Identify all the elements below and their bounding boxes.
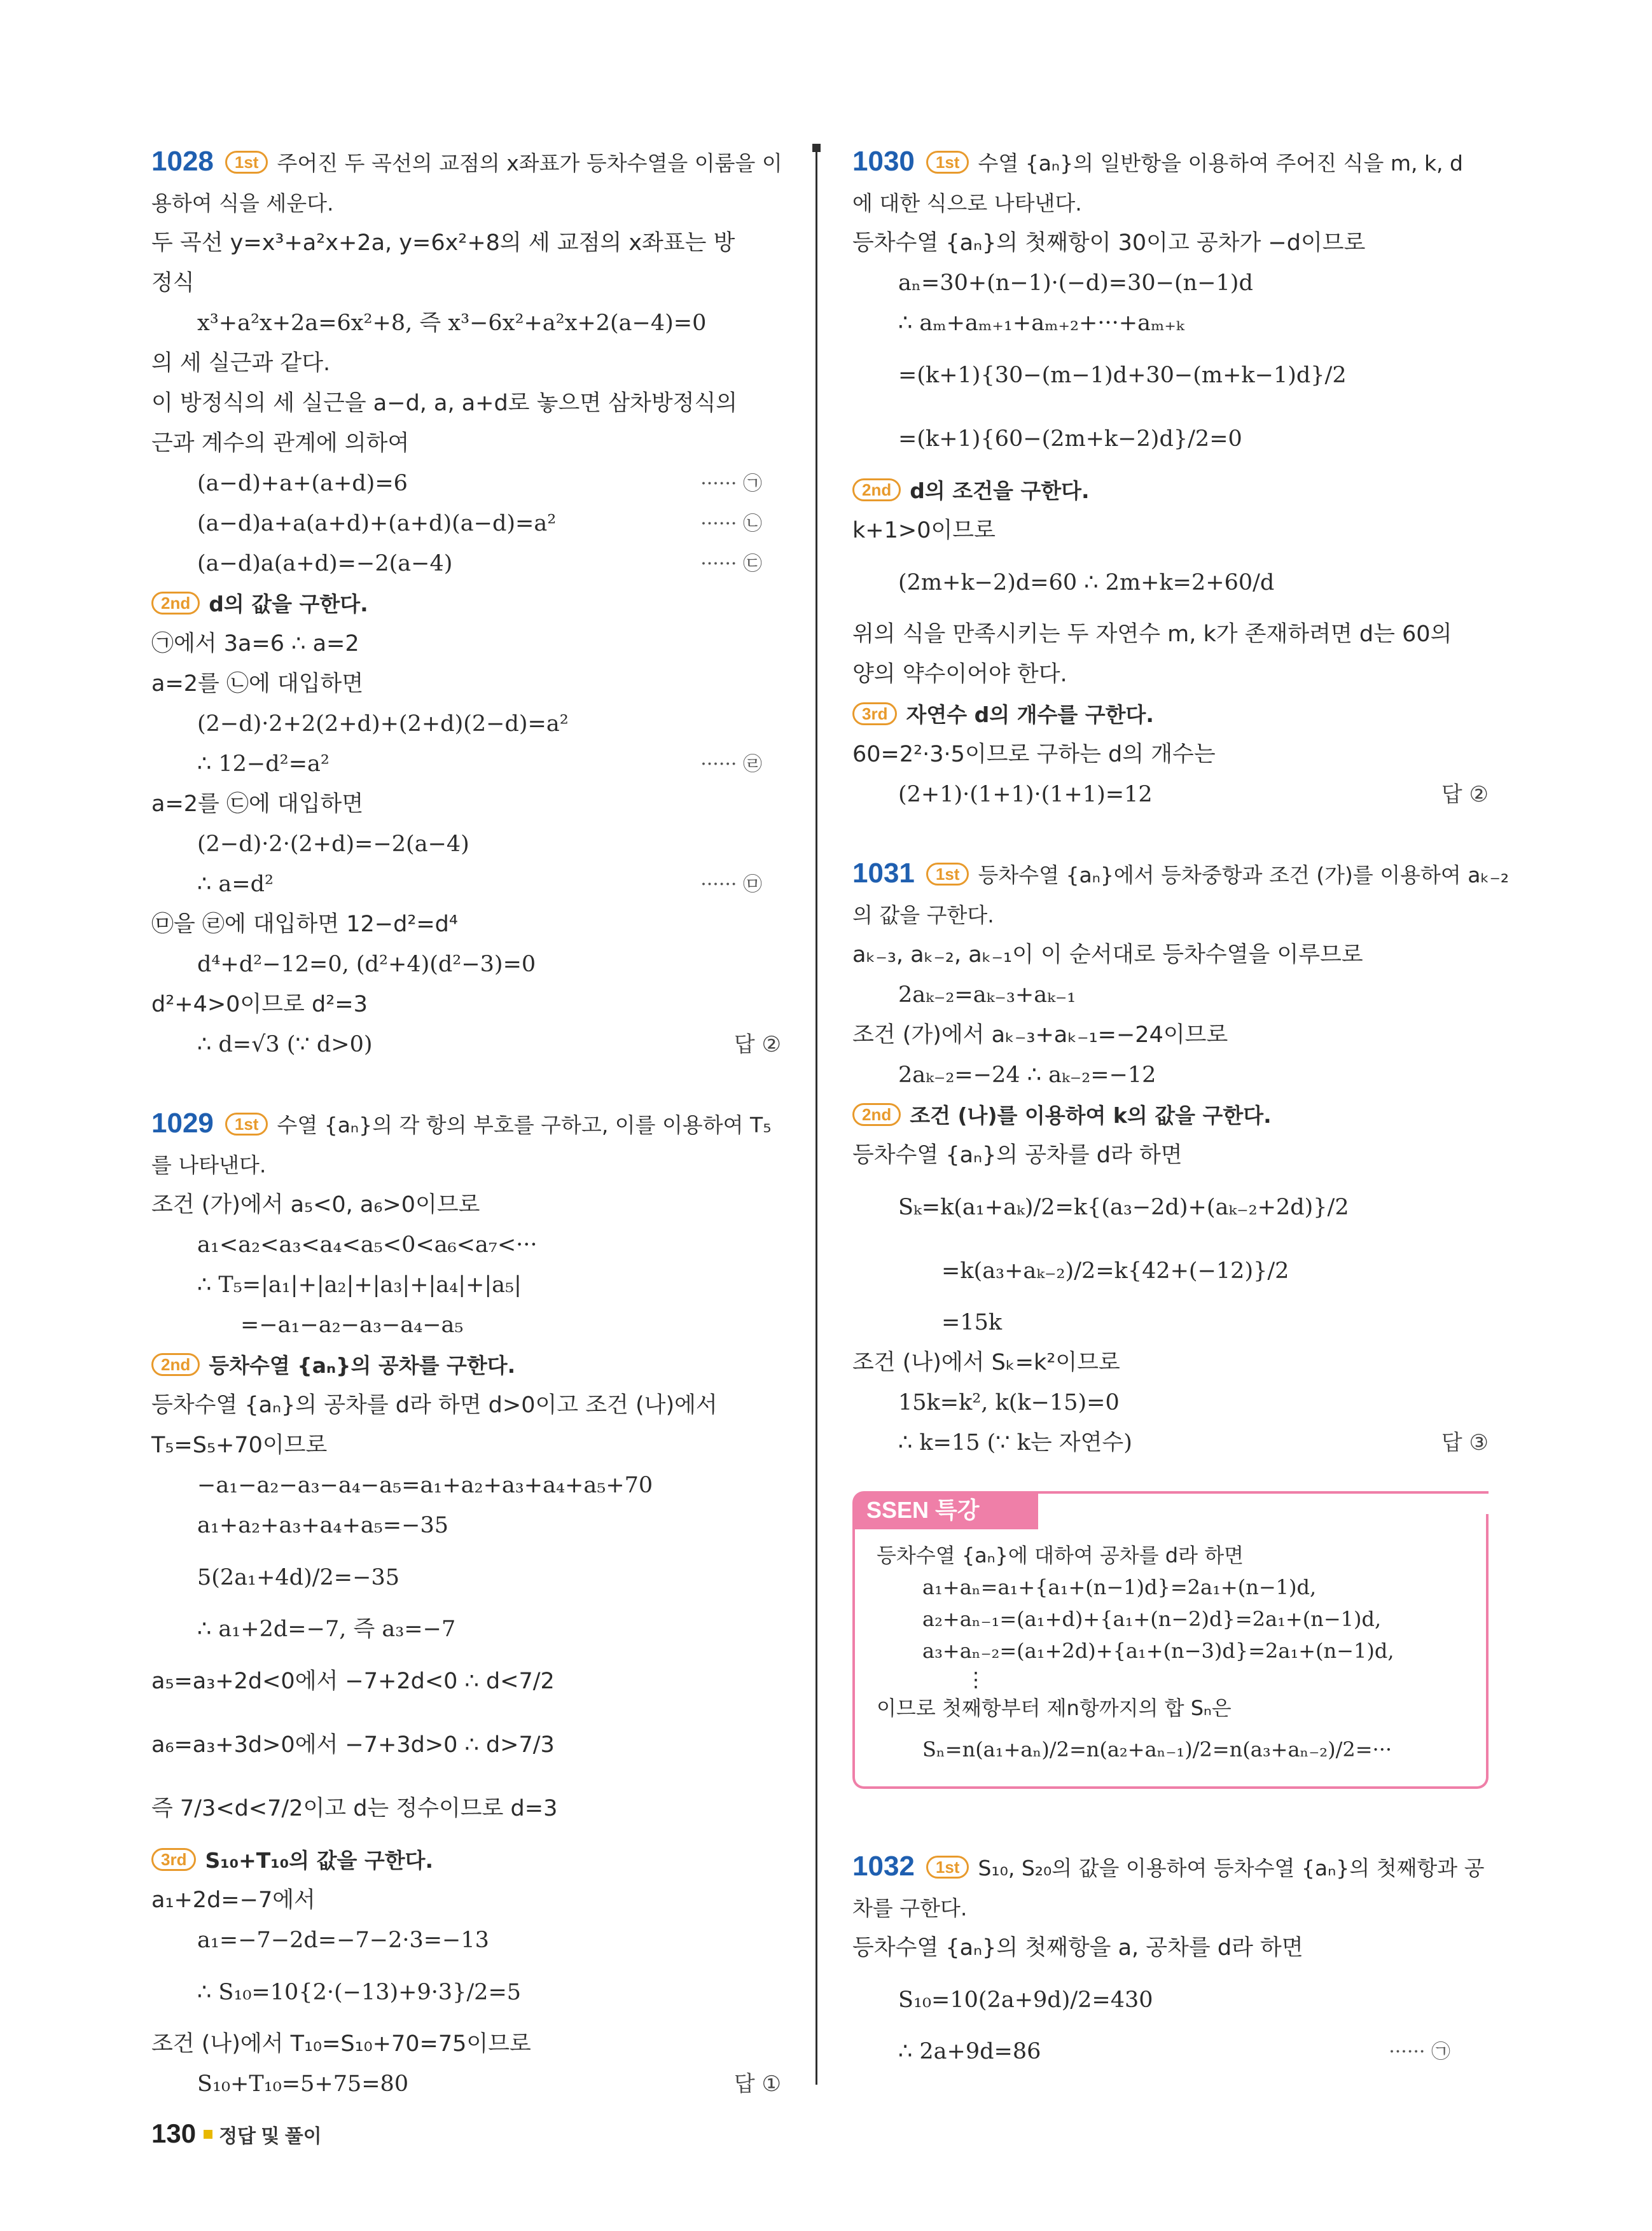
step-text: d의 값을 구한다.	[209, 592, 368, 616]
text-line: aₖ₋₃, aₖ₋₂, aₖ₋₁이 이 순서대로 등차수열을 이루므로	[852, 942, 1363, 968]
text-line: 이 방정식의 세 실근을 a−d, a, a+d로 놓으면 삼차방정식의	[151, 391, 738, 416]
equation-tag: ······ ㉢	[700, 553, 762, 575]
problem-header	[852, 141, 1489, 183]
step-header	[852, 1095, 1489, 1136]
equation: Sₖ=k(a₁+aₖ)/2=k{(a₃−2d)+(aₖ₋₂+2d)}/2	[898, 1195, 1349, 1220]
tip-border-line	[1024, 1491, 1489, 1494]
equation-tag: ······ ㉤	[700, 873, 762, 896]
equation: (2m+k−2)d=60 ∴ 2m+k=2+60/d	[898, 570, 1275, 595]
equation	[151, 2064, 781, 2104]
equation	[151, 544, 781, 584]
text-line: 근과 계수의 관계에 의하여	[151, 431, 410, 456]
step-badge-3rd: 3rd	[852, 702, 897, 725]
equation: 2aₖ₋₂=−24 ∴ aₖ₋₂=−12	[898, 1062, 1156, 1088]
equation-text: ∴ 12−d²=a²	[197, 751, 330, 777]
text-line: d²+4>0이므로 d²=3	[151, 992, 368, 1017]
step-header	[151, 1840, 781, 1880]
equation: a₁=−7−2d=−7−2·3=−13	[197, 1928, 489, 1953]
equation-text: (2+1)·(1+1)·(1+1)=12	[898, 782, 1153, 807]
step-badge-2nd: 2nd	[852, 1103, 901, 1126]
equation-text: (a−d)a+a(a+d)+(a+d)(a−d)=a²	[197, 511, 557, 536]
text-line: 의 세 실근과 같다.	[151, 351, 331, 376]
step-text: 등차수열 {aₙ}에서 등차중항과 조건 (가)를 이용하여 aₖ₋₂	[978, 863, 1510, 887]
problem-number: 1028	[151, 146, 214, 177]
spacer	[852, 815, 1489, 853]
page-number: 130	[151, 2118, 197, 2148]
step-badge-1st: 1st	[926, 1856, 969, 1879]
equation	[852, 1423, 1489, 1463]
step-badge-2nd: 2nd	[151, 1353, 200, 1376]
equation-text: ∴ 2a+9d=86	[898, 2039, 1041, 2064]
equation: aₙ=30+(n−1)·(−d)=30−(n−1)d	[898, 270, 1253, 296]
problem-1032	[852, 1846, 1489, 2072]
tip-equation: a₁+aₙ=a₁+{a₁+(n−1)d}=2a₁+(n−1)d,	[922, 1575, 1317, 1599]
spacer	[151, 1065, 781, 1103]
equation: =−a₁−a₂−a₃−a₄−a₅	[240, 1312, 464, 1338]
equation: d⁴+d²−12=0, (d²+4)(d²−3)=0	[197, 952, 536, 977]
text-line: 조건 (가)에서 a₅<0, a₆>0이므로	[151, 1192, 480, 1218]
step-text: 수열 {aₙ}의 일반항을 이용하여 주어진 식을 m, k, d	[978, 151, 1463, 176]
problem-header	[151, 1103, 781, 1145]
step-text: S₁₀, S₂₀의 값을 이용하여 등차수열 {aₙ}의 첫째항과 공	[978, 1856, 1485, 1880]
equation: −a₁−a₂−a₃−a₄−a₅=a₁+a₂+a₃+a₄+a₅+70	[197, 1473, 653, 1498]
tip-text: 등차수열 {aₙ}에 대하여 공차를 d라 하면	[877, 1543, 1244, 1567]
text-line: 등차수열 {aₙ}의 공차를 d라 하면 d>0이고 조건 (나)에서	[151, 1393, 718, 1418]
equation-tag: ······ ㉣	[700, 753, 762, 775]
text-line: 등차수열 {aₙ}의 공차를 d라 하면	[852, 1143, 1183, 1168]
footer-title: 정답 및 풀이	[219, 2126, 322, 2147]
ssen-tip-box	[852, 1497, 1489, 1789]
text-line: T₅=S₅+70이므로	[151, 1433, 328, 1458]
step-text: 등차수열 {aₙ}의 공차를 구한다.	[209, 1353, 516, 1378]
step-text: 주어진 두 곡선의 교점의 x좌표가 등차수열을 이룸을 이	[277, 151, 782, 176]
problem-1031	[852, 853, 1510, 1463]
step-badge-2nd: 2nd	[151, 592, 200, 615]
equation: a₁<a₂<a₃<a₄<a₅<0<a₆<a₇<···	[197, 1232, 538, 1258]
equation	[151, 865, 781, 905]
text-line: a=2를 ㉢에 대입하면	[151, 791, 364, 817]
step-text-cont: 에 대한 식으로 나타낸다.	[852, 191, 1082, 216]
equation: 15k=k², k(k−15)=0	[898, 1390, 1120, 1415]
tip-title: SSEN 특강	[852, 1491, 1038, 1529]
equation-text: ∴ k=15 (∵ k는 자연수)	[898, 1430, 1132, 1456]
page-footer	[151, 2118, 322, 2149]
text-line: k+1>0이므로	[852, 518, 996, 543]
step-text: d의 조건을 구한다.	[910, 478, 1090, 503]
text-line: 조건 (나)에서 T₁₀=S₁₀+70=75이므로	[151, 2031, 531, 2057]
equation: (2−d)·2+2(2+d)+(2+d)(2−d)=a²	[197, 711, 569, 737]
equation: 2aₖ₋₂=aₖ₋₃+aₖ₋₁	[898, 982, 1076, 1008]
tip-equation: a₂+aₙ₋₁=(a₁+d)+{a₁+(n−2)d}=2a₁+(n−1)d,	[922, 1607, 1382, 1631]
equation-text: (a−d)+a+(a+d)=6	[197, 471, 408, 496]
equation	[151, 504, 781, 544]
text-line: 양의 약수이어야 한다.	[852, 662, 1067, 687]
step-header	[151, 1345, 781, 1386]
step-text: S₁₀+T₁₀의 값을 구한다.	[205, 1848, 433, 1873]
text-line: 등차수열 {aₙ}의 첫째항을 a, 공차를 d라 하면	[852, 1935, 1303, 1961]
left-column	[151, 141, 781, 2104]
step-badge-1st: 1st	[225, 151, 268, 174]
equation-text: ∴ a=d²	[197, 872, 274, 897]
text-line: ㉤을 ㉣에 대입하면 12−d²=d⁴	[151, 912, 458, 937]
equation: =(k+1){30−(m−1)d+30−(m+k−1)d}/2	[898, 363, 1347, 388]
problem-number: 1031	[852, 858, 915, 889]
equation-text: ∴ d=√3 (∵ d>0)	[197, 1032, 373, 1057]
step-badge-1st: 1st	[926, 863, 969, 886]
text-line: 정식	[151, 270, 195, 296]
problem-number: 1029	[151, 1108, 214, 1139]
problem-1028	[151, 141, 781, 1065]
equation	[852, 2032, 1489, 2072]
step-badge-3rd: 3rd	[151, 1848, 196, 1871]
step-badge-1st: 1st	[926, 151, 969, 174]
tip-equation: a₃+aₙ₋₂=(a₁+2d)+{a₁+(n−3)d}=2a₁+(n−1)d,	[922, 1639, 1394, 1663]
answer-mark: 답 ①	[733, 2071, 781, 2097]
equation-tag: ······ ㉠	[700, 473, 762, 495]
problem-1030	[852, 141, 1489, 815]
equation-tag: ······ ㉡	[700, 513, 762, 535]
step-header	[151, 584, 781, 624]
equation-tag: ······ ㉠	[1389, 2041, 1450, 2063]
text-line: 위의 식을 만족시키는 두 자연수 m, k가 존재하려면 d는 60의	[852, 622, 1452, 647]
right-column	[852, 141, 1510, 2072]
text-line: 조건 (가)에서 aₖ₋₃+aₖ₋₁=−24이므로	[852, 1022, 1228, 1048]
text-line: 60=2²·3·5이므로 구하는 d의 개수는	[852, 742, 1216, 767]
answer-mark: 답 ②	[733, 1032, 781, 1057]
equation: (2−d)·2·(2+d)=−2(a−4)	[197, 831, 469, 857]
problem-header	[852, 1846, 1489, 1888]
text-line: ㉠에서 3a=6 ∴ a=2	[151, 631, 359, 657]
equation: S₁₀=10(2a+9d)/2=430	[898, 1987, 1153, 2013]
text-line: a=2를 ㉡에 대입하면	[151, 671, 364, 697]
step-badge-2nd: 2nd	[852, 478, 901, 501]
step-text: 조건 (나)를 이용하여 k의 값을 구한다.	[910, 1103, 1272, 1128]
equation: ∴ T₅=|a₁|+|a₂|+|a₃|+|a₄|+|a₅|	[197, 1272, 522, 1298]
text-line: a₆=a₃+3d>0에서 −7+3d>0 ∴ d>7/3	[151, 1732, 555, 1758]
text-line: 즉 7/3<d<7/2이고 d는 정수이므로 d=3	[151, 1796, 558, 1821]
text-line: 조건 (나)에서 Sₖ=k²이므로	[852, 1350, 1120, 1375]
equation: ∴ S₁₀=10{2·(−13)+9·3}/2=5	[197, 1980, 522, 2005]
equation	[151, 464, 781, 504]
tip-equation: Sₙ=n(a₁+aₙ)/2=n(a₂+aₙ₋₁)/2=n(a₃+aₙ₋₂)/2=···	[922, 1737, 1392, 1762]
text-line: 등차수열 {aₙ}의 첫째항이 30이고 공차가 −d이므로	[852, 230, 1366, 256]
footer-square-icon	[204, 2130, 212, 2139]
spacer	[852, 1789, 1489, 1846]
step-text-cont: 차를 구한다.	[852, 1896, 968, 1921]
equation	[852, 775, 1489, 815]
step-text-cont: 의 값을 구한다.	[852, 903, 994, 928]
equation: =15k	[941, 1310, 1003, 1335]
text-line: 두 곡선 y=x³+a²x+2a, y=6x²+8의 세 교점의 x좌표는 방	[151, 230, 735, 256]
equation	[151, 744, 781, 784]
step-badge-1st: 1st	[225, 1113, 268, 1136]
step-header	[852, 471, 1489, 511]
column-divider	[816, 148, 817, 2085]
equation: 5(2a₁+4d)/2=−35	[197, 1565, 399, 1590]
tip-equation: ⋮	[966, 1667, 986, 1692]
equation: a₁+a₂+a₃+a₄+a₅=−35	[197, 1513, 448, 1538]
equation: ∴ a₁+2d=−7, 즉 a₃=−7	[197, 1616, 456, 1642]
equation: x³+a²x+2a=6x²+8, 즉 x³−6x²+a²x+2(a−4)=0	[197, 310, 707, 336]
equation-text: S₁₀+T₁₀=5+75=80	[197, 2071, 409, 2097]
answer-mark: 답 ②	[1441, 782, 1489, 807]
equation: =k(a₃+aₖ₋₂)/2=k{42+(−12)}/2	[941, 1258, 1289, 1284]
problem-1029	[151, 1103, 781, 2104]
step-text-cont: 를 나타낸다.	[151, 1153, 267, 1178]
problem-number: 1032	[852, 1851, 915, 1882]
problem-header	[151, 141, 781, 183]
equation: ∴ aₘ+aₘ₊₁+aₘ₊₂+···+aₘ₊ₖ	[898, 310, 1184, 336]
step-text: 수열 {aₙ}의 각 항의 부호를 구하고, 이를 이용하여 T₅	[277, 1113, 772, 1137]
step-text: 자연수 d의 개수를 구한다.	[906, 702, 1154, 727]
problem-number: 1030	[852, 146, 915, 177]
equation: =(k+1){60−(2m+k−2)d}/2=0	[898, 426, 1242, 452]
equation-text: (a−d)a(a+d)=−2(a−4)	[197, 551, 453, 576]
step-header	[852, 695, 1489, 735]
text-line: a₅=a₃+2d<0에서 −7+2d<0 ∴ d<7/2	[151, 1669, 555, 1694]
equation	[151, 1025, 781, 1065]
tip-text: 이므로 첫째항부터 제n항까지의 합 Sₙ은	[877, 1696, 1232, 1720]
answer-mark: 답 ③	[1441, 1430, 1489, 1456]
text-line: a₁+2d=−7에서	[151, 1887, 316, 1913]
step-text-cont: 용하여 식을 세운다.	[151, 191, 334, 216]
problem-header	[852, 853, 1510, 895]
